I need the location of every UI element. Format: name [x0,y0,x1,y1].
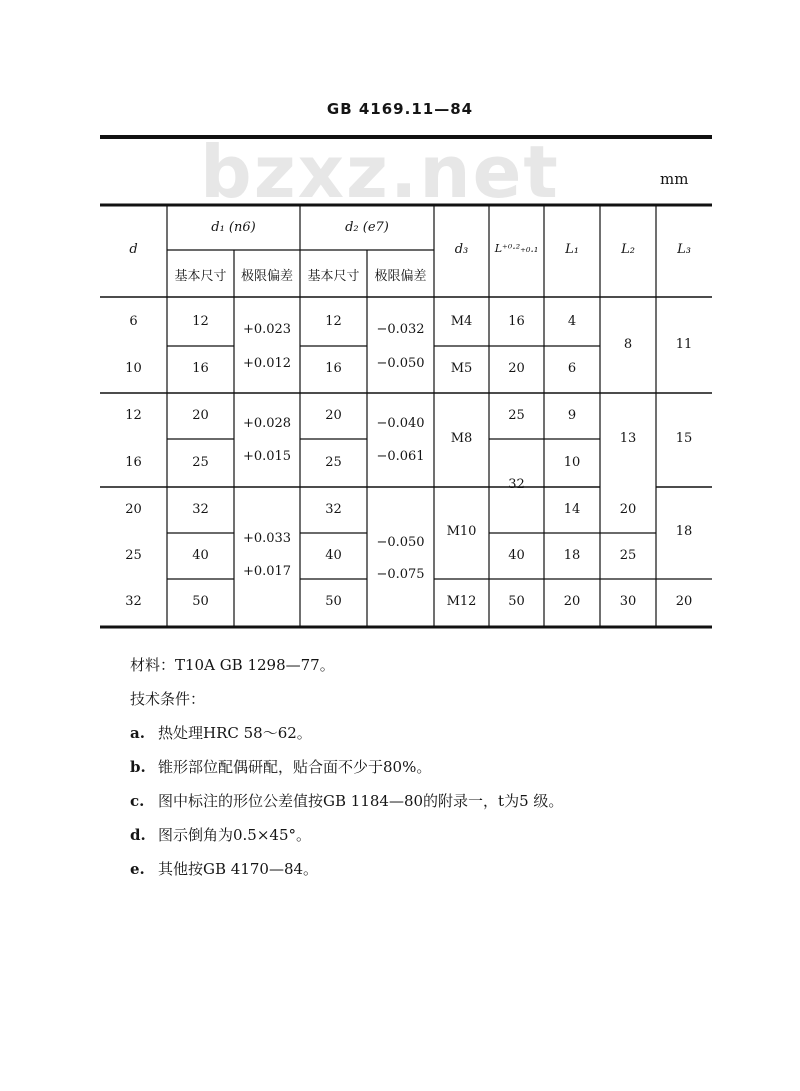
d2-tol-upper: −0.040 [376,416,425,431]
note-text: 热处理HRC 58～62。 [158,724,312,742]
d2-basic-cell: 40 [325,548,342,563]
d2-basic-cell: 32 [325,502,342,517]
d3-cell: M4 [450,314,473,329]
d2-basic-cell: 16 [325,361,342,376]
d-cell: 6 [129,314,138,329]
d1-basic-cell: 12 [192,314,209,329]
L-cell: 32 [508,477,525,492]
d-cell: 16 [125,455,142,470]
note-key: d. [130,826,146,844]
d2-limit-header: 极限偏差 [374,269,427,284]
d2-tol-lower: −0.050 [376,356,425,371]
col-L-header: L⁺⁰·²₊₀.₁ [494,242,539,255]
note-item [130,784,563,818]
L2-cell: 25 [619,548,637,563]
note-item [130,818,563,852]
d3-cell: M5 [450,361,473,376]
L1-cell: 10 [563,455,581,470]
L3-cell: 20 [675,594,693,609]
col-d-header: d [129,242,138,257]
L1-cell: 6 [567,361,577,376]
notes-title: 技术条件： [130,690,206,708]
note-text: 图示倒角为0.5×45°。 [158,826,312,844]
col-d1-group-header: d₁ (n6) [211,220,256,235]
d2-basic-cell: 20 [325,408,342,423]
L1-cell: 14 [563,502,581,517]
d1-basic-cell: 40 [192,548,209,563]
d-cell: 12 [125,408,142,423]
col-L1-header: L₁ [565,242,579,257]
col-d3-header: d₃ [454,242,469,257]
L1-cell: 4 [567,314,577,329]
material-line: 材料：T10A GB 1298—77。 [130,656,335,674]
d2-tol-upper: −0.050 [376,535,425,550]
L1-cell: 20 [563,594,581,609]
d1-basic-cell: 20 [192,408,209,423]
d2-tol-upper: −0.032 [376,322,425,337]
d1-basic-cell: 50 [192,594,209,609]
note-item [130,716,563,750]
standard-header: GB 4169.11—84 [326,100,474,118]
d-cell: 20 [125,502,142,517]
L2-cell: 20 [619,502,637,517]
d1-basic-cell: 32 [192,502,209,517]
d-cell: 32 [125,594,142,609]
d-cell: 10 [125,361,142,376]
d1-basic-header: 基本尺寸 [174,269,227,284]
d2-tol-lower: −0.061 [376,449,425,464]
L3-cell: 18 [675,524,693,539]
note-key: b. [130,758,146,776]
note-item [130,852,563,886]
unit-label: mm [660,170,689,188]
note-text: 其他按GB 4170—84。 [158,860,319,878]
d1-basic-cell: 16 [192,361,209,376]
col-L2-header: L₂ [621,242,635,257]
col-L3-header: L₃ [677,242,691,257]
note-text: 图中标注的形位公差值按GB 1184—80的附录一，t为5 级。 [158,792,564,810]
L2-cell: 30 [619,594,637,609]
d-cell: 25 [125,548,142,563]
d2-basic-header: 基本尺寸 [307,269,360,284]
L1-cell: 18 [563,548,581,563]
d2-basic-cell: 12 [325,314,342,329]
d1-tol-lower: +0.015 [242,449,292,464]
d1-basic-cell: 25 [192,455,209,470]
L-cell: 50 [508,594,525,609]
col-d2-group-header: d₂ (e7) [345,220,389,235]
d2-tol-lower: −0.075 [376,567,425,582]
note-item [130,750,563,784]
d3-cell: M10 [446,524,477,539]
d3-cell: M12 [446,594,477,609]
L-cell: 25 [508,408,525,423]
d2-basic-cell: 25 [325,455,342,470]
L1-cell: 9 [567,408,577,423]
L3-cell: 15 [675,431,693,446]
note-key: a. [130,724,145,742]
L2-cell: 8 [623,337,633,352]
d2-basic-cell: 50 [325,594,342,609]
L-cell: 16 [508,314,525,329]
d1-tol-lower: +0.017 [242,564,292,579]
technical-notes [130,648,563,886]
d1-limit-header: 极限偏差 [240,269,293,284]
L-cell: 20 [508,361,525,376]
note-key: c. [130,792,145,810]
note-text: 锥形部位配偶研配，贴合面不少于80%。 [158,758,432,776]
L2-cell: 13 [619,431,637,446]
d1-tol-upper: +0.028 [242,416,292,431]
d1-tol-upper: +0.033 [242,531,292,546]
L3-cell: 11 [675,337,693,352]
d1-tol-lower: +0.012 [242,356,292,371]
d1-tol-upper: +0.023 [242,322,292,337]
note-key: e. [130,860,145,878]
L-cell: 40 [508,548,525,563]
watermark: bzxz.net [200,130,560,214]
d3-cell: M8 [450,431,473,446]
